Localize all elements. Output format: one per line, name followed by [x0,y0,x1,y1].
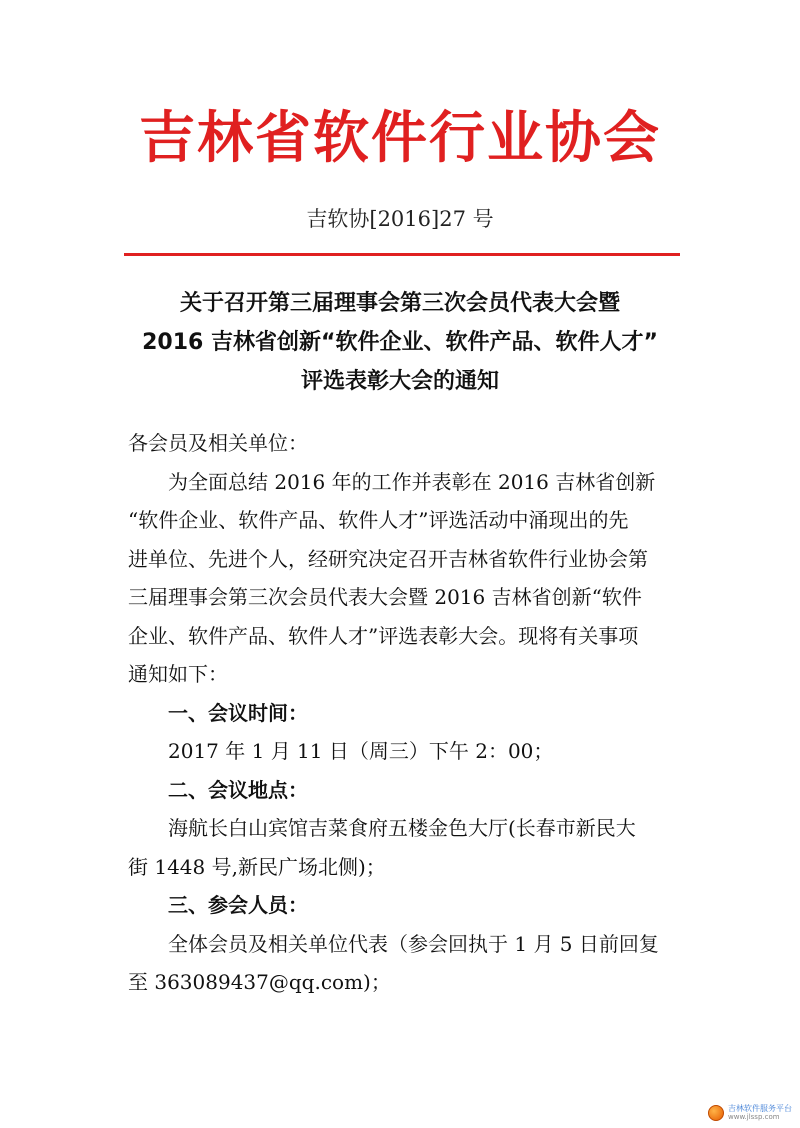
watermark-logo-icon [708,1105,724,1121]
organization-title: 吉林省软件行业协会 [139,106,661,171]
body-line: 通知如下： [128,662,228,686]
watermark-url: www.jlssp.com [728,1113,780,1121]
heading-line: 关于召开第三届理事会第三次会员代表大会暨 [179,291,620,316]
site-watermark [708,1104,792,1122]
watermark-name: 吉林软件服务平台 [728,1104,792,1113]
attendees: 全体会员及相关单位代表（参会回执于 1 月 5 日前回复 [168,931,659,956]
meeting-location: 海航长白山宾馆吉菜食府五楼金色大厅(长春市新民大 [168,816,636,840]
red-divider [124,253,680,256]
section-title-location: 二、会议地点： [168,777,308,802]
body-line: 为全面总结 2016 年的工作并表彰在 2016 吉林省创新 [168,469,656,494]
attendees-cont: 至 363089437@qq.com)； [128,970,391,994]
body-line: 进单位、先进个人，经研究决定召开吉林省软件行业协会第 [128,546,648,571]
body-line: 企业、软件产品、软件人才”评选表彰大会。现将有关事项 [128,623,639,648]
meeting-location-cont: 街 1448 号,新民广场北侧)； [128,854,386,879]
heading-line: 评选表彰大会的通知 [300,369,499,394]
meeting-time: 2017 年 1 月 11 日（周三）下午 2：00； [168,739,554,763]
document-number: 吉软协[2016]27 号 [306,207,494,231]
notice-body [128,424,676,1002]
section-title-attendees: 三、参会人员： [168,893,308,917]
body-line: “软件企业、软件产品、软件人才”评选活动中涌现出的先 [128,508,629,532]
salutation: 各会员及相关单位： [128,431,308,455]
heading-line: 2016 吉林省创新“软件企业、软件产品、软件人才” [142,330,658,355]
body-line: 三届理事会第三次会员代表大会暨 2016 吉林省创新“软件 [128,585,642,609]
notice-heading [100,284,700,401]
section-title-time: 一、会议时间： [168,700,308,725]
